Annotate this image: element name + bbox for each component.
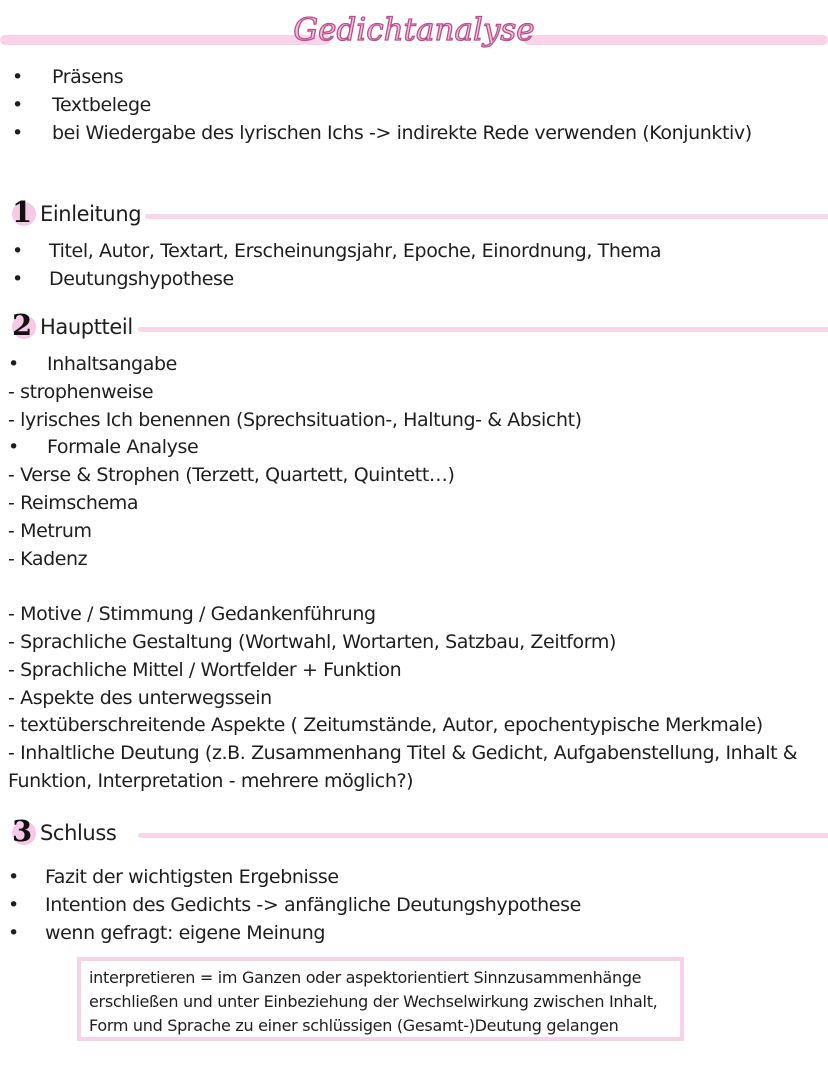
bullet-dot: • [8,922,20,944]
schluss-item: wenn gefragt: eigene Meinung [45,922,326,944]
hauptteil-line: - lyrisches Ich benennen (Sprechsituation-, Haltung- & Absicht) [8,409,582,431]
hauptteil-line: - Reimschema [8,492,139,514]
hauptteil-line: - Aspekte des unterwegssein [8,687,272,709]
bullet-dot: • [8,894,20,916]
hauptteil-line: Inhaltsangabe [47,353,177,375]
definition-box [77,957,684,1041]
page-header [0,8,828,58]
section-hauptteil-header [8,309,828,345]
einleitung-item: Titel, Autor, Textart, Erscheinungsjahr, Epoche, Einordnung, Thema [49,240,662,262]
section-einleitung-header [8,196,828,232]
bullet-dot: • [12,122,24,144]
section-schluss-header [8,815,828,851]
definition-line: erschließen und unter Einbeziehung der Wechselwirkung zwischen Inhalt, [89,992,658,1011]
hauptteil-line: - Metrum [8,520,92,542]
section-divider [138,327,828,332]
hauptteil-line: - Verse & Strophen (Terzett, Quartett, Quintett…) [8,464,455,486]
section-title: Hauptteil [40,315,133,339]
einleitung-item: Deutungshypothese [49,268,234,290]
bullet-dot: • [12,66,24,88]
hauptteil-line: - Kadenz [8,548,88,570]
definition-line: interpretieren = im Ganzen oder aspektorientiert Sinnzusammenhänge [89,968,642,987]
section-number: 2 [12,308,33,342]
hauptteil-line: - Inhaltliche Deutung (z.B. Zusammenhang Titel & Gedicht, Aufgabenstellung, Inhalt & [8,742,798,764]
hauptteil-line: - Motive / Stimmung / Gedankenführung [8,603,376,625]
page-title: Gedichtanalyse [293,12,535,48]
bullet-dot: • [12,268,24,290]
hauptteil-line: - strophenweise [8,381,154,403]
intro-item: bei Wiedergabe des lyrischen Ichs -> indirekte Rede verwenden (Konjunktiv) [52,122,752,144]
bullet-dot: • [12,94,24,116]
hauptteil-line: - textüberschreitende Aspekte ( Zeitumstände, Autor, epochentypische Merkmale) [8,714,763,736]
bullet-dot: • [12,240,24,262]
definition-line: Form und Sprache zu einer schlüssigen (Gesamt-)Deutung gelangen [89,1016,619,1035]
section-number: 1 [12,195,33,229]
intro-item: Textbelege [52,94,151,116]
section-divider [145,214,828,219]
bullet-dot: • [8,436,20,458]
hauptteil-line: - Sprachliche Gestaltung (Wortwahl, Wortarten, Satzbau, Zeitform) [8,631,616,653]
section-divider [138,833,828,838]
section-title: Schluss [40,821,117,845]
section-number: 3 [12,814,33,848]
hauptteil-line: Formale Analyse [47,436,199,458]
schluss-item: Intention des Gedichts -> anfängliche Deutungshypothese [45,894,581,916]
hauptteil-line: - Sprachliche Mittel / Wortfelder + Funktion [8,659,402,681]
hauptteil-line: Funktion, Interpretation - mehrere möglich?) [8,770,414,792]
schluss-item: Fazit der wichtigsten Ergebnisse [45,866,339,888]
bullet-dot: • [8,866,20,888]
intro-item: Präsens [52,66,124,88]
section-title: Einleitung [40,202,142,226]
bullet-dot: • [8,353,20,375]
